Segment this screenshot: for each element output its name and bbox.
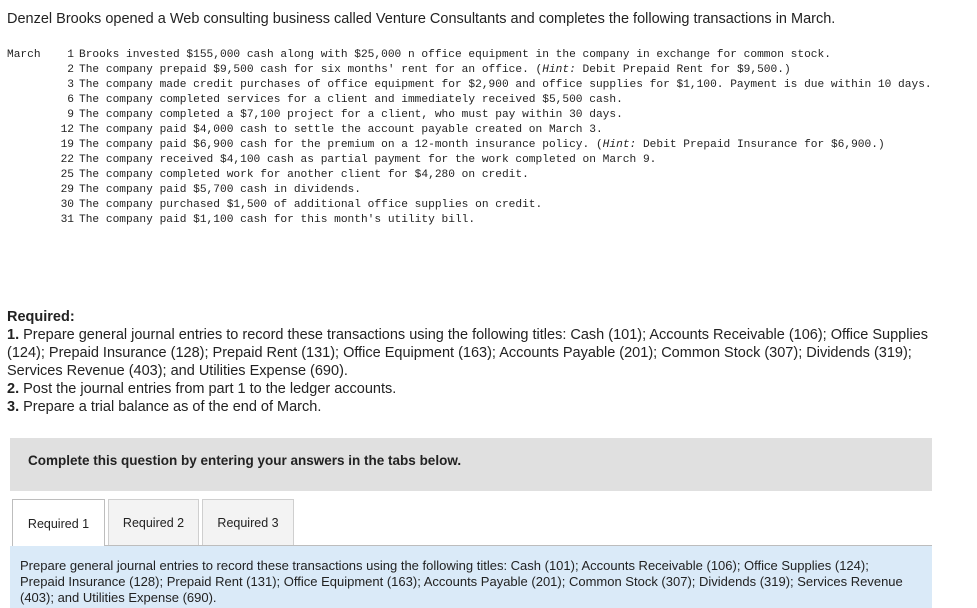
transaction-text: The company paid $5,700 cash in dividends. <box>79 184 361 196</box>
transaction-text: The company completed a $7,100 project for a client, who must pay within 30 days. <box>79 109 623 121</box>
instruction-banner-text: Complete this question by entering your answers in the tabs below. <box>28 453 462 468</box>
required-section <box>7 308 962 416</box>
transaction-text-pre: The company prepaid $9,500 cash for six months' rent for an office. ( <box>79 64 543 76</box>
required-number: 1. <box>7 327 20 343</box>
transaction-row <box>57 108 957 123</box>
transaction-text <box>74 63 791 78</box>
transaction-row <box>57 93 957 108</box>
required-heading: Required: <box>7 309 75 325</box>
transaction-day: 19 <box>60 139 74 151</box>
tab-panel-instructions: Prepare general journal entries to record these transactions using the following titles: Cash (101); Accounts Receivable (106); Office Supplies (124); Prepaid Insurance (128); Prepaid Rent (131); Office Equipment (163); Accounts Payable (201); Common Stock (307); Dividends (319); Services Revenue (403); and Utilities Expense (690). <box>20 558 903 605</box>
transaction-day: 3 <box>67 79 74 91</box>
transaction-row <box>57 213 957 228</box>
transaction-text: Brooks invested $155,000 cash along with $25,000 n office equipment in the company in exchange for common stock. <box>79 49 831 61</box>
required-text: Post the journal entries from part 1 to the ledger accounts. <box>19 381 397 397</box>
required-text: Prepare general journal entries to record these transactions using the following titles: Cash (101); Accounts Receivable (106); Office Supplies (124); Prepaid Insurance (128); Prepaid Rent (131); Office Equipment (163); Accounts Payable (201); Common Stock (307); Dividends (319); Services Revenue (403); and Utilities Expense (690). <box>7 327 928 379</box>
required-number: 3. <box>7 399 20 415</box>
transaction-text: The company made credit purchases of office equipment for $2,900 and office supplies for $1,100. Payment is due within 10 days. <box>79 79 932 91</box>
transaction-text: The company paid $1,100 cash for this month's utility bill. <box>79 214 476 226</box>
transaction-day: 1 <box>67 49 74 61</box>
transaction-text-post: Debit Prepaid Insurance for $6,900.) <box>636 139 885 151</box>
transaction-day: 22 <box>60 154 74 166</box>
transaction-text: The company purchased $1,500 of additional office supplies on credit. <box>79 199 543 211</box>
transaction-day: 12 <box>60 124 74 136</box>
transaction-row <box>57 123 957 138</box>
transaction-day: 31 <box>60 214 74 226</box>
transaction-row <box>57 78 957 93</box>
required-item <box>7 380 962 398</box>
problem-intro: Denzel Brooks opened a Web consulting business called Venture Consultants and completes the following transactions in March. <box>7 11 836 27</box>
transaction-row <box>57 63 957 78</box>
transaction-row <box>57 48 957 63</box>
transaction-day: 2 <box>67 64 74 76</box>
transactions-month: March <box>7 49 41 61</box>
transaction-day: 29 <box>60 184 74 196</box>
transaction-row <box>57 138 957 153</box>
transaction-text-pre: The company paid $6,900 cash for the premium on a 12-month insurance policy. ( <box>79 139 603 151</box>
transaction-row <box>57 153 957 168</box>
transaction-row <box>57 198 957 213</box>
tab-required-1[interactable]: Required 1 <box>12 499 105 547</box>
transaction-text: The company received $4,100 cash as partial payment for the work completed on March 9. <box>79 154 657 166</box>
transaction-day: 30 <box>60 199 74 211</box>
required-number: 2. <box>7 381 20 397</box>
transaction-day: 25 <box>60 169 74 181</box>
transaction-text: The company completed work for another client for $4,280 on credit. <box>79 169 529 181</box>
transaction-day: 6 <box>67 94 74 106</box>
transaction-row <box>57 168 957 183</box>
tab-panel <box>10 546 932 608</box>
transaction-text <box>74 138 885 153</box>
hint-label: Hint: <box>542 64 576 76</box>
tab-required-2[interactable]: Required 2 <box>108 499 199 545</box>
required-text: Prepare a trial balance as of the end of March. <box>19 399 322 415</box>
transaction-text: The company paid $4,000 cash to settle the account payable created on March 3. <box>79 124 603 136</box>
transaction-text: The company completed services for a client and immediately received $5,500 cash. <box>79 94 623 106</box>
transaction-text-post: Debit Prepaid Rent for $9,500.) <box>575 64 791 76</box>
instruction-banner <box>10 438 932 491</box>
hint-label: Hint: <box>602 139 637 151</box>
required-item <box>7 326 962 380</box>
tab-required-3[interactable]: Required 3 <box>202 499 294 545</box>
required-item <box>7 398 962 416</box>
transaction-day: 9 <box>67 109 74 121</box>
transaction-row <box>57 183 957 198</box>
